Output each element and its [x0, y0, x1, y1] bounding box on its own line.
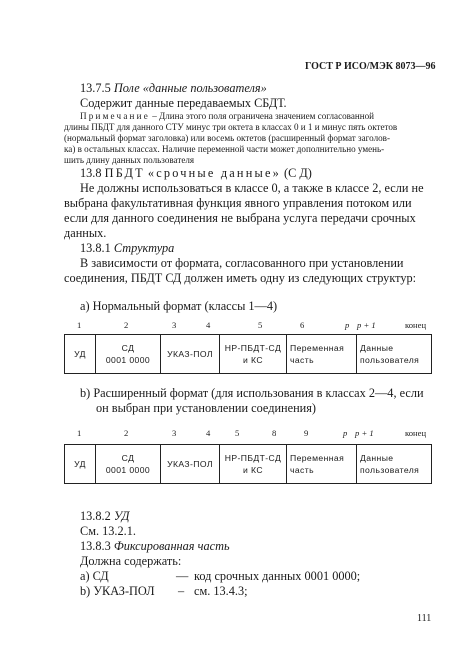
format-a-label: а) Нормальный формат (классы 1—4) [80, 299, 278, 313]
ruler-octet-5: 5 [258, 320, 263, 330]
section-13-8-2-heading [80, 509, 129, 523]
cell-ud: УД [65, 445, 96, 484]
note-line-4: ка) в остальных классах. Наличие переменной части может дополнительно умень- [64, 144, 385, 154]
section-13-7-5-text: Содержит данные передаваемых СБДТ. [80, 96, 287, 110]
note-line-5: шить длину данных пользователя [64, 155, 195, 165]
ruler-octet-3: 3 [172, 320, 177, 330]
ruler-end: конец [405, 428, 427, 438]
section-number: 13.8.1 [80, 241, 111, 255]
ruler-octet-2: 2 [124, 428, 129, 438]
section-13-8-1-line-1: В зависимости от формата, согласованного при установлении [80, 256, 404, 270]
section-title-b: «срочные данные» [147, 166, 281, 180]
table-row [65, 445, 432, 484]
ruler-octet-5: 5 [235, 428, 240, 438]
table-row [65, 335, 432, 374]
section-number: 13.8 [80, 166, 102, 180]
page-header: ГОСТ Р ИСО/МЭК 8073—96 [305, 61, 436, 72]
cell-ukaz-pol: УКАЗ-ПОЛ [161, 445, 220, 484]
section-13-8-line-2: выбрана факультативная функция явного управления потоком или [64, 196, 412, 210]
cell-user-data: Данные пользователя [357, 335, 432, 374]
section-13-8-heading [80, 166, 312, 180]
section-13-8-1-heading [80, 241, 174, 255]
ruler-octet-1: 1 [77, 428, 82, 438]
cell-user-data: Данные пользователя [357, 445, 432, 484]
cell-ud: УД [65, 335, 96, 374]
ruler-octet-p: p [343, 428, 348, 438]
section-13-8-1-line-2: соединения, ПБДТ СД должен иметь одну из следующих структур: [64, 271, 417, 285]
section-number: 13.8.3 [80, 539, 111, 553]
cell-sd: СД 0001 0000 [96, 445, 161, 484]
ruler-octet-6: 6 [300, 320, 305, 330]
section-13-8-line-1: Не должны использоваться в классе 0, а также в классе 2, если не [80, 181, 424, 195]
ruler-end: конец [405, 320, 427, 330]
section-title: Структура [113, 241, 175, 255]
ruler-octet-4: 4 [206, 320, 211, 330]
cell-ukaz-pol: УКАЗ-ПОЛ [161, 335, 220, 374]
section-13-8-line-4: данных. [64, 226, 107, 240]
cell-nr-pbdt-sd: НР-ПБДТ-СД и КС [220, 335, 287, 374]
cell-variable-part: Переменная часть [287, 335, 357, 374]
section-13-8-3-intro: Должна содержать: [80, 554, 182, 568]
ruler-octet-3: 3 [172, 428, 177, 438]
note-label: Примечание [80, 111, 150, 121]
ruler-octet-1: 1 [77, 320, 82, 330]
list-item-a-text: код срочных данных 0001 0000; [194, 569, 361, 583]
section-13-8-3-heading [80, 539, 230, 553]
ruler-octet-p: p [345, 320, 350, 330]
section-13-8-2-text: См. 13.2.1. [80, 524, 136, 538]
section-title: УД [113, 509, 130, 523]
section-title-c: (С Д) [284, 166, 312, 180]
list-item-b-label: b) УКАЗ-ПОЛ [80, 584, 155, 598]
list-item-b-text: см. 13.4.3; [194, 584, 248, 598]
ruler-octet-2: 2 [124, 320, 129, 330]
list-item-b-dash: – [178, 584, 185, 598]
section-13-7-5-heading [80, 81, 267, 95]
section-13-8-line-3: если для данного соединения не выбрана услуга передачи срочных [64, 211, 416, 225]
ruler-octet-4: 4 [206, 428, 211, 438]
note-line-3: (нормальный формат заголовка) или восемь октетов (расширенный формат заголов- [64, 133, 390, 143]
note-line-2: длины ПБДТ для данного СТУ минус три октета в классах 0 и 1 и минус пять октетов [64, 122, 398, 132]
cell-nr-pbdt-sd: НР-ПБДТ-СД и КС [220, 445, 287, 484]
ruler-octet-p1: p + 1 [355, 428, 374, 438]
note-text: – Длина этого поля ограничена значением согласованной [152, 111, 375, 121]
section-title-a: ПБДТ [104, 166, 145, 180]
section-title: Поле «данные пользователя» [113, 81, 267, 95]
list-item-a-dash: — [176, 569, 189, 583]
ruler-octet-p1: p + 1 [357, 320, 376, 330]
format-b-label-2: он выбран при установлении соединения) [96, 401, 316, 415]
section-title: Фиксированная часть [113, 539, 230, 553]
ruler-octet-9: 9 [304, 428, 309, 438]
format-a-table [64, 334, 432, 374]
section-number: 13.8.2 [80, 509, 111, 523]
cell-variable-part: Переменная часть [287, 445, 357, 484]
format-b-label-1: b) Расширенный формат (для использования в классах 2—4, если [80, 386, 424, 400]
list-item-a-label: a) СД [80, 569, 109, 583]
format-b-table [64, 444, 432, 484]
ruler-octet-8: 8 [272, 428, 277, 438]
page-number: 111 [417, 613, 432, 624]
cell-sd: СД 0001 0000 [96, 335, 161, 374]
section-number: 13.7.5 [80, 81, 111, 95]
